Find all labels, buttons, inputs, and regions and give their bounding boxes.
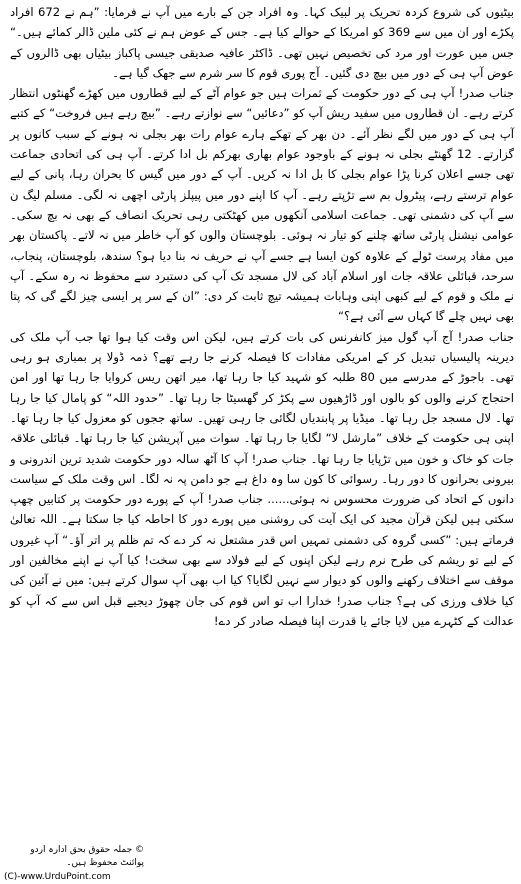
site-credit: (C)-www.UrduPoint.com <box>4 872 111 882</box>
copyright-footer <box>4 844 304 884</box>
article-body <box>10 2 514 631</box>
copyright-notice: © جملہ حقوق بحق ادارہ اردو پوائنٹ محفوظ ہیں۔ <box>30 845 144 868</box>
article-paragraph: بیٹیوں کی شروع کردہ تحریک پر لبیک کہا۔ وہ افراد جن کے بارے میں آپ نے فرمایا: ”ہم نے 672 افراد پکڑے اور ان میں سے 369 کو امریکا کے حوالے کیا ہے۔ جس کے عوض ہم نے کئی ملین ڈالر کمائے ہیں۔“ جس میں عورت اور مرد کی تخصیص نہیں تھی۔ ڈاکٹر عافیہ صدیقی جیسی پاکباز بیٹیاں بھی ڈالروں کے عوض آپ ہی کے دور میں بیچ دی گئیں۔ آج پوری قوم کا سر شرم سے جھک گیا ہے۔ <box>10 5 514 80</box>
article-paragraph: جناب صدر! آپ ہی کے دور حکومت کے ثمرات ہیں جو عوام آٹے کے لیے قطاروں میں کھڑے گھنٹوں انتظار کرتے رہے۔ ان قطاروں میں سفید ریش آپ کو ”دعائیں“ سے نوازتے رہے۔ ”بیچ رہے ہیں فروخت“ کے کتبے آپ ہی کے دور میں لگے نظر آئے۔ دن بھر کے تھکے ہارے عوام رات بھر بجلی نہ ہونے کے سبب کانوں پر گزارتے۔ 12 گھنٹے بجلی نہ ہونے کے باوجود عوام بھاری بھرکم بل ادا کرتے۔ آپ ہی کی اتحادی جماعت تھی جسے اعلان کرنا پڑا عوام بجلی کا بل ادا نہ کریں۔ آپ کے دور میں گیس کا بحران رہا، پانی کے لیے عوام ترستے رہے، پیٹرول بم سے تڑپتے رہے۔ آپ کا اپنے دور میں پیپلز پارٹی اچھی نہ لگی۔ مسلم لیگ ن سے آپ کی دشمنی تھی۔ جماعت اسلامی آنکھوں میں کھٹکتی رہی تحریک انصاف کے بھی نہ بچ سکی۔ عوامی نیشنل پارٹی ساتھ چلنے کو تیار نہ ہوئی۔ بلوچستان والوں کو آپ خاطر میں نہ لاتے۔ پاکستان بھر میں مفاد پرست ٹولے کے علاوہ کون ایسا ہے جسے آپ نے حریف نہ بنا دیا ہو؟ سندھ، بلوچستان، پنجاب، سرحد، قبائلی علاقہ جات اور اسلام آباد کی لال مسجد تک آپ کی دستبرد سے محفوظ نہ رہ سکے۔ آپ نے ملک و قوم کے لیے کبھی اپنی وہابات ہمیشہ تیچ ثابت کر دی: ”ان کے سر پر ایسی چیز لگے گی کہ پتا بھی نہیں چلے گا کہاں سے آئی ہے؟“ <box>10 86 514 324</box>
article-paragraph: جناب صدر! آج آپ گول میز کانفرنس کی بات کرتے ہیں، لیکن اس وقت کیا ہوا تھا جب آپ ملک کی دیرینہ پالیسیاں تبدیل کر کے امریکی مفادات کا فیصلہ کرنے جا رہے تھے؟ ذمہ ڈولا پر بمباری ہو رہی تھی۔ باجوڑ کے مدرسے میں 80 طلبہ کو شہید کیا جا رہا تھا، میر اتھن ریس کروایا جا رہا تھا اور امن احتجاج کرنے والوں کو بالوں اور ڈاڑھیوں سے پکڑ کر گھسیٹا جا رہا تھا۔ ”حدود اللہ“ کو پامال کیا جا رہا تھا۔ لال مسجد جل رہا تھا۔ میڈیا پر پابندیاں لگائی جا رہی تھیں۔ ساتھ ججوں کو معزول کیا جا رہا تھا۔ اپنی ہی حکومت کے خلاف ”مارشل لا“ لگایا جا رہا تھا۔ سوات میں آپریشن کیا جا رہا تھا۔ قبائلی علاقہ جات کو خاک و خون میں تڑپایا جا رہا تھا۔ جناب صدر! آپ کا آٹھ سالہ دور حکومت شدید ترین اندرونی و بیرونی بحرانوں کا دور رہا۔ رسوائی کا کون سا وہ داغ ہے جو دامن پہ نہ لگا۔ اس وقت ملک کے سیاست دانوں کے اتحاد کی ضرورت محسوس نہ ہوئی...... جناب صدر! آپ کے پورے دور حکومت پر کتابیں چھپ سکتی ہیں لیکن قرآن مجید کی ایک آیت کی روشنی میں پورے دور کا احاطہ کیا جا سکتا ہے۔ اللہ تعالیٰ فرماتے ہیں: ”کسی گروہ کی دشمنی تمہیں اس قدر مشتعل نہ کر دے کہ تم ظلم پر اتر آؤ۔“ آپ غیروں کے لیے تو ریشم کی طرح نرم رہے لیکن اپنوں کے لیے فولاد سے بھی سخت! کیا آپ نے اپنے مخالفین اور موقف سے اختلاف رکھنے والوں کو دیوار سے نہیں لگایا؟ کیا اب بھی آپ سوال کرتے ہیں: میں نے آئین کی کیا خلاف ورزی کی ہے؟ جناب صدر! خدارا اب تو اس قوم کی جان چھوڑ دیجیے قبل اس سے کہ آپ کو عدالت کے کٹہرے میں لایا جائے یا قدرت اپنا فیصلہ صادر کر دے! <box>10 329 515 628</box>
